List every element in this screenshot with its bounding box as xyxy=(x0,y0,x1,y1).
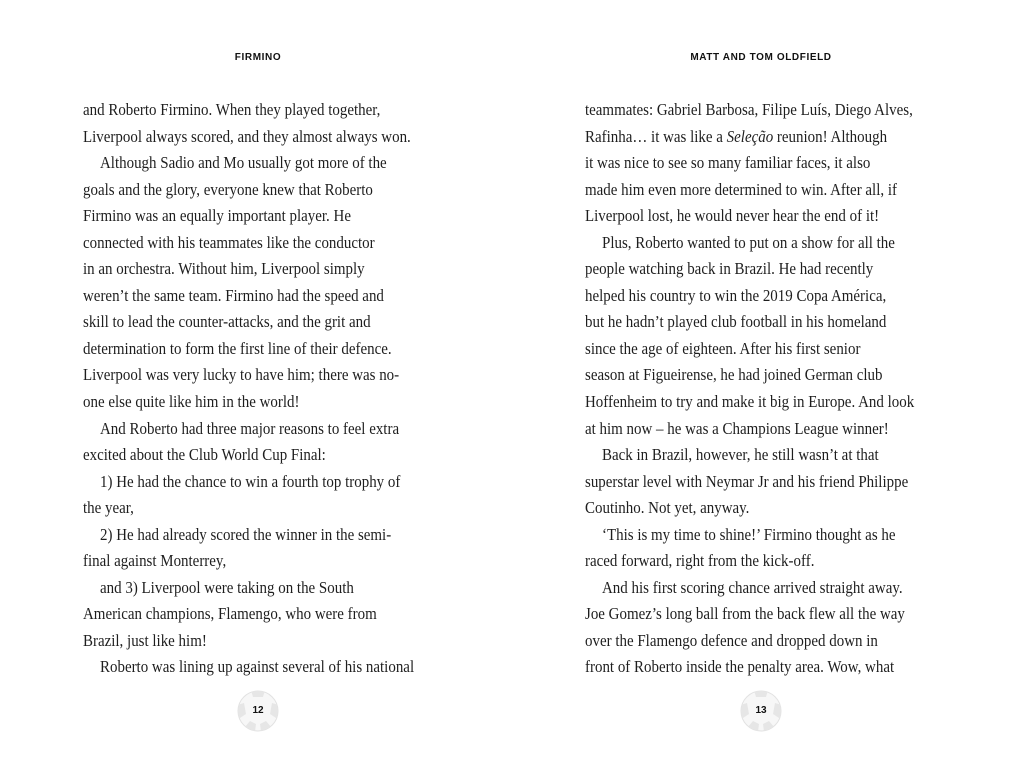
text-line: teammates: Gabriel Barbosa, Filipe Luís, Diego Alves, xyxy=(585,100,913,119)
text-line: excited about the Club World Cup Final: xyxy=(83,445,326,465)
text-line: it was nice to see so many familiar faces, it also xyxy=(585,153,871,173)
text-line: Although Sadio and Mo usually got more of the xyxy=(100,153,387,173)
text-line: 2) He had already scored the winner in the semi- xyxy=(100,524,392,544)
text-line: goals and the glory, everyone knew that Roberto xyxy=(83,179,373,199)
text-line: and Roberto Firmino. When they played together, xyxy=(83,100,381,119)
body-text xyxy=(585,97,959,681)
text-line xyxy=(585,124,914,151)
text-line: weren’t the same team. Firmino had the speed and xyxy=(83,285,384,305)
text-line: since the age of eighteen. After his first senior xyxy=(585,338,861,358)
text-line: Liverpool was very lucky to have him; there was no- xyxy=(83,365,400,385)
text-line: Back in Brazil, however, he still wasn’t at that xyxy=(602,445,879,465)
text-line: Roberto was lining up against several of his national xyxy=(100,657,415,677)
right-page xyxy=(510,0,1020,783)
text-line: and 3) Liverpool were taking on the South xyxy=(100,577,354,597)
text-line: And his first scoring chance arrived straight away. xyxy=(602,577,903,597)
text-line: American champions, Flamengo, who were from xyxy=(83,604,377,624)
text-line: helped his country to win the 2019 Copa América, xyxy=(585,285,887,305)
text-line: over the Flamengo defence and dropped down in xyxy=(585,630,878,650)
text-line: connected with his teammates like the conductor xyxy=(83,232,375,252)
text-line: Joe Gomez’s long ball from the back flew all the way xyxy=(585,604,905,624)
text-line: the year, xyxy=(83,498,134,518)
text-line: in an orchestra. Without him, Liverpool simply xyxy=(83,259,365,279)
text-line: ‘This is my time to shine!’ Firmino thought as he xyxy=(602,524,896,544)
text-line: skill to lead the counter-attacks, and the grit and xyxy=(83,312,371,332)
running-head: MATT AND TOM OLDFIELD xyxy=(690,52,832,63)
text-run: Rafinha… it was like a xyxy=(585,126,727,146)
text-line: one else quite like him in the world! xyxy=(83,392,300,412)
text-line: superstar level with Neymar Jr and his friend Philippe xyxy=(585,471,909,491)
text-line: Coutinho. Not yet, anyway. xyxy=(585,498,750,518)
text-line: made him even more determined to win. After all, if xyxy=(585,179,897,199)
text-line: final against Monterrey, xyxy=(83,551,227,571)
text-line: Firmino was an equally important player. He xyxy=(83,206,351,226)
text-line: at him now – he was a Champions League winner! xyxy=(585,418,889,438)
text-line: front of Roberto inside the penalty area. Wow, what xyxy=(585,657,895,677)
text-line: people watching back in Brazil. He had recently xyxy=(585,259,874,279)
text-line: 1) He had the chance to win a fourth top trophy of xyxy=(100,471,401,491)
text-line: season at Figueirense, he had joined German club xyxy=(585,365,883,385)
text-line: Liverpool lost, he would never hear the end of it! xyxy=(585,206,880,226)
page-number: 12 xyxy=(252,705,264,716)
body-text xyxy=(83,97,457,681)
text-line: but he hadn’t played club football in his homeland xyxy=(585,312,887,332)
italic-text-run: Seleção xyxy=(726,126,774,146)
text-line: And Roberto had three major reasons to feel extra xyxy=(100,418,400,438)
text-line: determination to form the first line of their defence. xyxy=(83,338,392,358)
text-line: Liverpool always scored, and they almost always won. xyxy=(83,126,411,146)
text-line: Hoffenheim to try and make it big in Europe. And look xyxy=(585,392,915,412)
page-number-badge xyxy=(740,690,782,732)
text-line: raced forward, right from the kick-off. xyxy=(585,551,815,571)
text-run: reunion! Although xyxy=(773,126,888,146)
text-line: Plus, Roberto wanted to put on a show for all the xyxy=(602,232,895,252)
page-number: 13 xyxy=(755,705,767,716)
text-line: Brazil, just like him! xyxy=(83,630,207,650)
page-number-badge xyxy=(237,690,279,732)
running-head: FIRMINO xyxy=(234,52,282,63)
